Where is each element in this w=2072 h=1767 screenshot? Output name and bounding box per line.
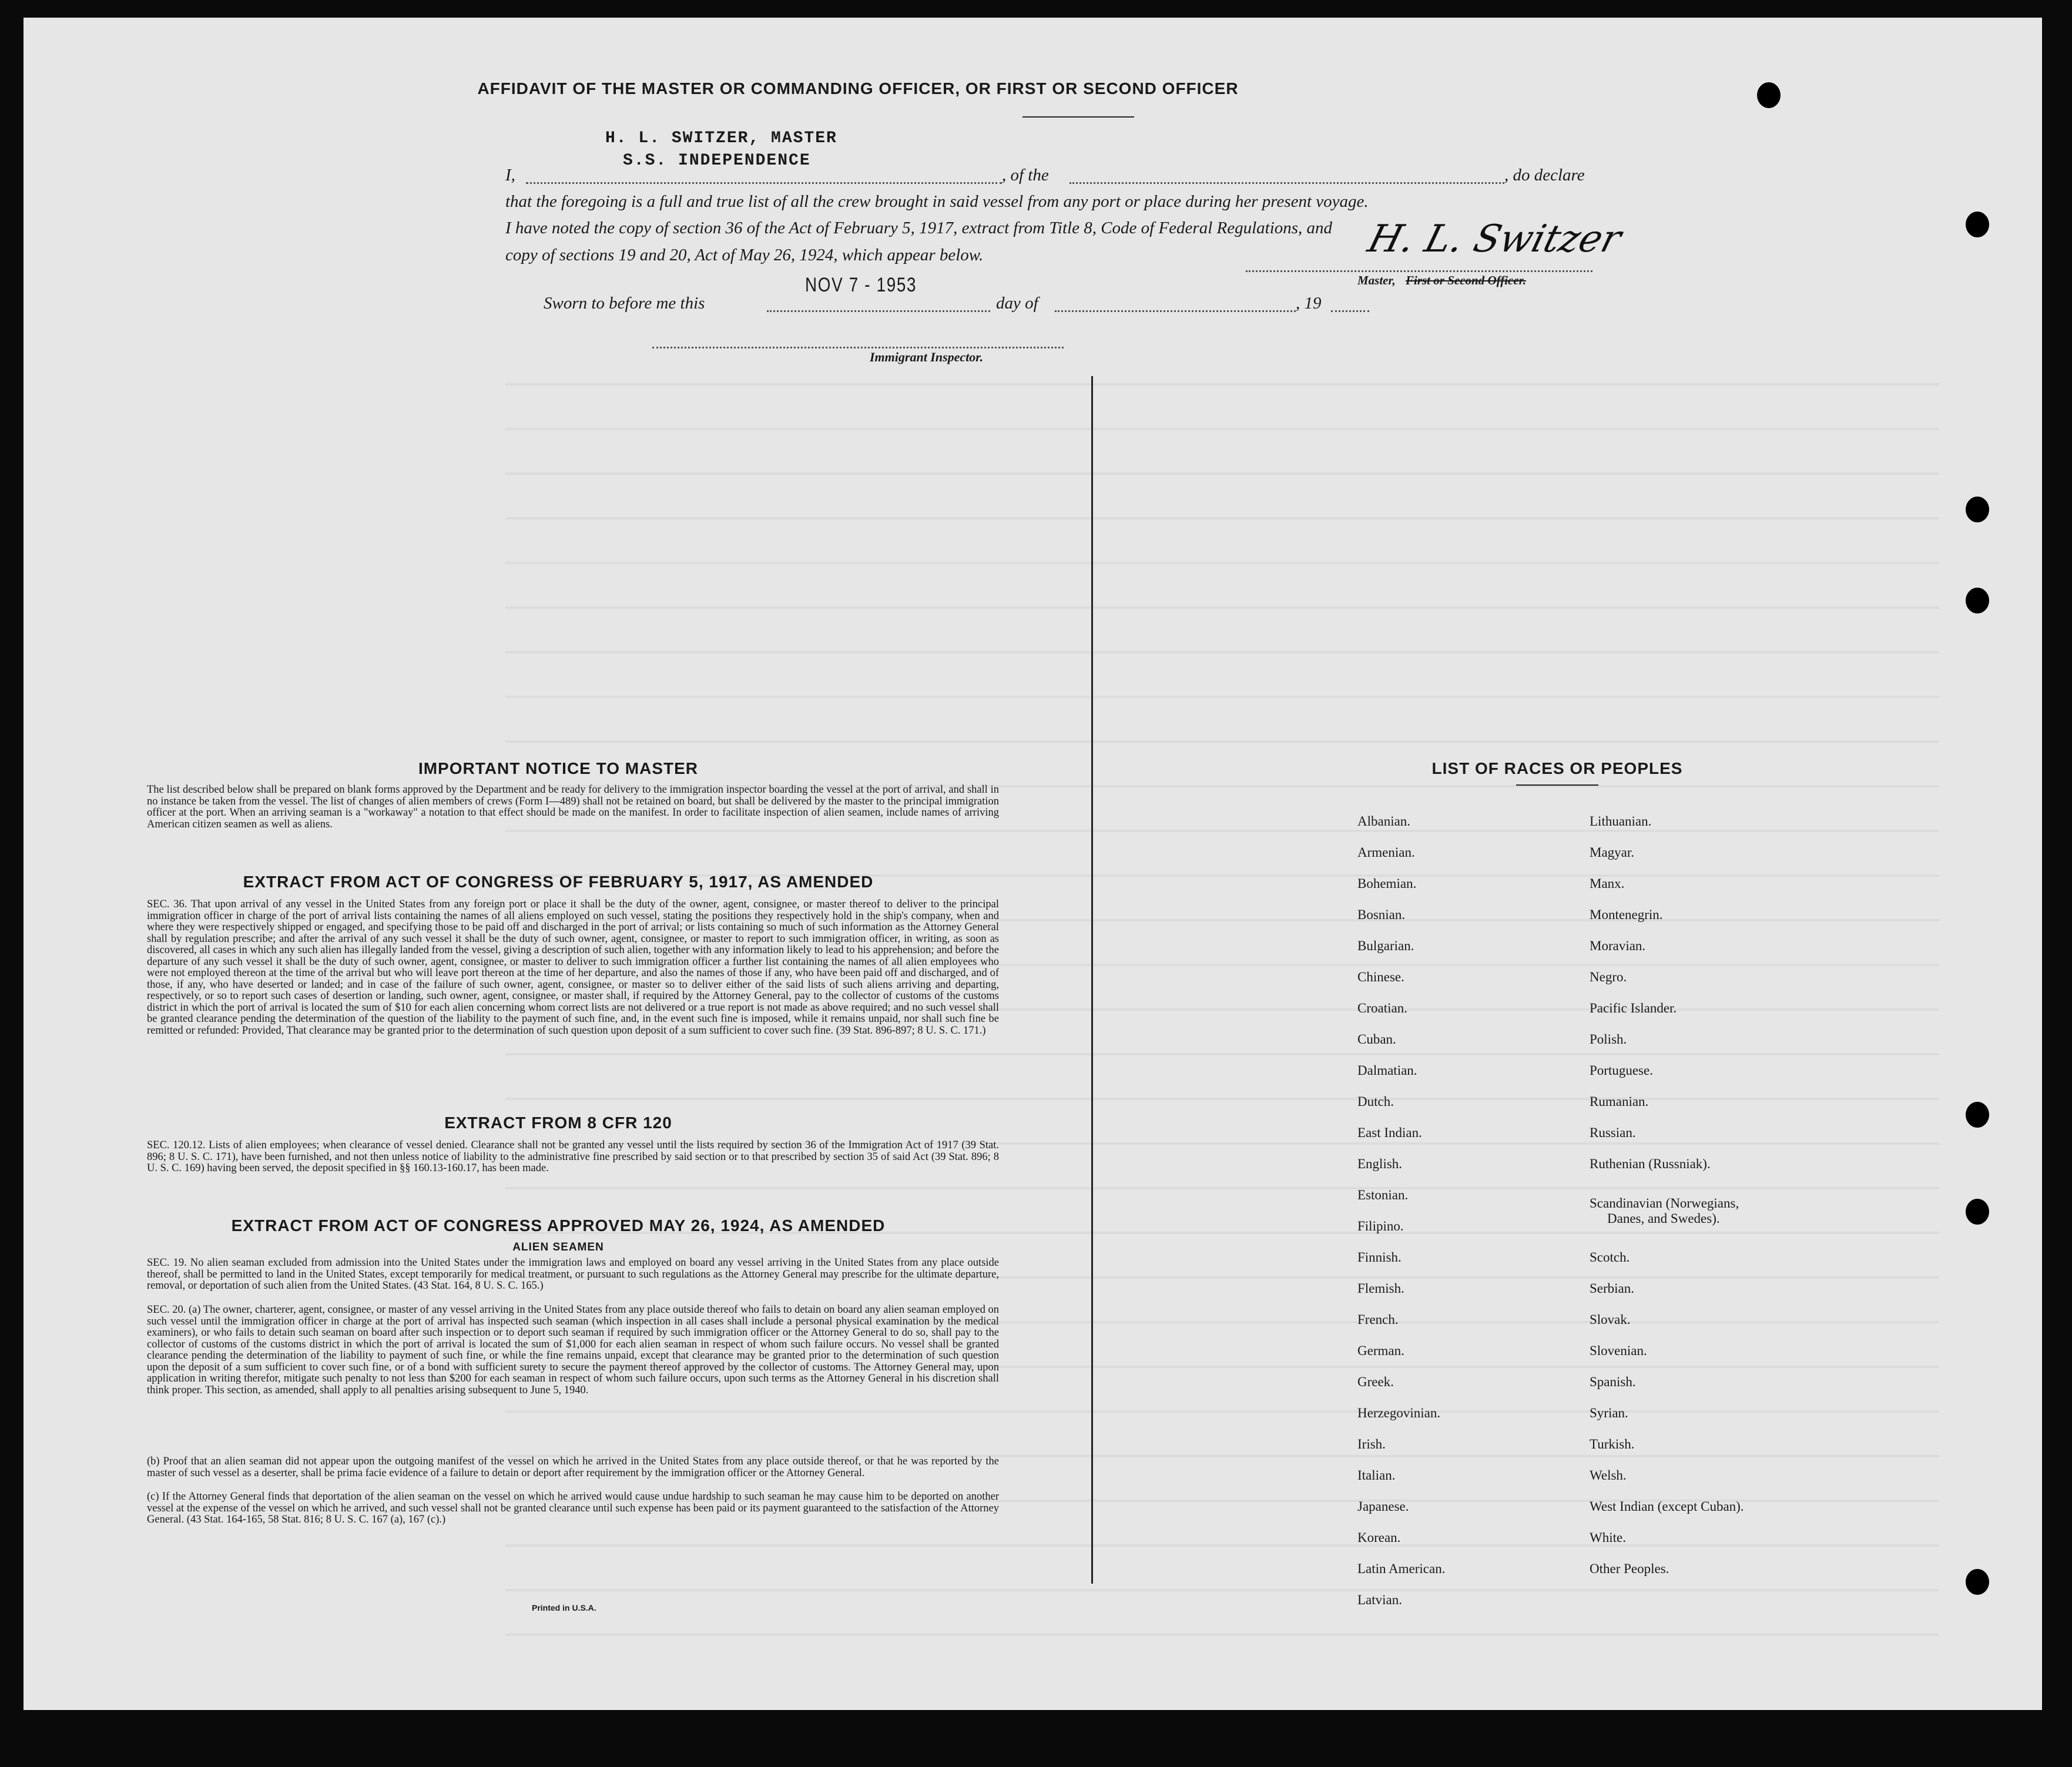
race-item: Bulgarian. <box>1357 938 1414 953</box>
race-item: Syrian. <box>1590 1406 1628 1420</box>
race-item: Bohemian. <box>1357 876 1417 891</box>
race-item: Bosnian. <box>1357 907 1406 922</box>
race-item: Magyar. <box>1590 845 1635 860</box>
extract-1924-sec19: SEC. 19. No alien seaman excluded from admission into the United States under the immigration laws and employed on board any vessel arriving in the United States from any place outside thereof, shall be permitted to land in the United States, except temporarily for medical treatment, or pursuant to such regulations as the Attorney General may prescribe for the ultimate departure, removal, or deportation of such alien from the United States. (43 Stat. 164, 8 U. S. C. 165.) <box>147 1257 999 1292</box>
race-item: Herzegovinian. <box>1357 1406 1441 1420</box>
inspector-blank <box>652 347 1064 348</box>
officer-label-master: Master, <box>1357 273 1396 287</box>
binder-hole <box>1966 497 1989 522</box>
race-item: Pacific Islander. <box>1590 1001 1677 1015</box>
extract-1917-heading: EXTRACT FROM ACT OF CONGRESS OF FEBRUARY 5, 1917, AS AMENDED <box>243 873 874 891</box>
vessel-blank <box>1069 182 1504 184</box>
binder-hole <box>1757 82 1781 108</box>
race-item: Estonian. <box>1357 1188 1409 1202</box>
race-item: Japanese. <box>1357 1499 1409 1514</box>
sworn-date-stamp: NOV 7 - 1953 <box>805 274 917 296</box>
race-item: Scandinavian (Norwegians, <box>1590 1196 1739 1211</box>
binder-hole <box>1966 588 1989 613</box>
extract-cfr-body: SEC. 120.12. Lists of alien employees; when clearance of vessel denied. Clearance shall not be granted any vessel until the lists required by section 36 of the Immigration Act of 1917 (39 Stat. 896; 8 U. S. C. 171), have been furnished, and not then unless notice of liability to the administrative fine prescribed by said section or to that prescribed by section 35 of said Act (39 Stat. 896; 8 U. S. C. 169) having been served, the deposit specified in §§ 160.13-160.17, has been made. <box>147 1139 999 1174</box>
race-item: Manx. <box>1590 876 1625 891</box>
binder-hole <box>1966 1199 1989 1225</box>
race-item: Latvian. <box>1357 1592 1402 1607</box>
race-item: Russian. <box>1590 1125 1636 1140</box>
binder-hole <box>1966 1102 1989 1128</box>
race-item: Portuguese. <box>1590 1063 1653 1078</box>
race-item: Cuban. <box>1357 1032 1396 1047</box>
race-item: Dutch. <box>1357 1094 1394 1109</box>
race-item: Other Peoples. <box>1590 1561 1669 1576</box>
master-name: H. L. SWITZER, MASTER <box>605 129 837 147</box>
race-item: Irish. <box>1357 1437 1386 1451</box>
race-item: German. <box>1357 1343 1404 1358</box>
race-item: Spanish. <box>1590 1374 1636 1389</box>
sworn-year-blank <box>1331 310 1369 312</box>
race-item: Dalmatian. <box>1357 1063 1417 1078</box>
affidavit-page <box>24 18 2042 1710</box>
race-item: Flemish. <box>1357 1281 1404 1296</box>
officer-label-struck: First or Second Officer. <box>1406 273 1526 287</box>
races-underline <box>1516 784 1598 786</box>
extract-1924-sec20b: (b) Proof that an alien seaman did not appear upon the outgoing manifest of the vessel on which he arrived in the United States from any place outside thereof, or that he was reported by the master of such vessel as a deserter, shall be prima facie evidence of a failure to detain or deport after requirement by the immigration officer or the Attorney General. <box>147 1456 999 1479</box>
races-heading: LIST OF RACES OR PEOPLES <box>1431 759 1683 777</box>
affidavit-title: AFFIDAVIT OF THE MASTER OR COMMANDING OFFICER, OR FIRST OR SECOND OFFICER <box>477 79 1239 98</box>
extract-1924-sec20c: (c) If the Attorney General finds that deportation of the alien seaman on the vessel on which he arrived would cause undue hardship to such seaman he may cause him to be deported on another vessel at the expense of the vessel on which he arrived, and such vessel shall not be granted clearance until such expense has been paid or its payment guaranteed to the satisfaction of the Attorney General. (43 Stat. 164-165, 58 Stat. 816; 8 U. S. C. 167 (a), 167 (c).) <box>147 1491 999 1525</box>
race-item: Slovak. <box>1590 1312 1631 1327</box>
race-item: West Indian (except Cuban). <box>1590 1499 1744 1514</box>
declaration-line-4: copy of sections 19 and 20, Act of May 26, 1924, which appear below. <box>505 246 984 264</box>
of-the-label: , of the <box>1002 166 1049 185</box>
extract-1924-sec20a: SEC. 20. (a) The owner, charterer, agent, consignee, or master of any vessel arriving in the United States from any place outside thereof who fails to detain on board any alien seaman employed on such vessel until the immigration officer in charge at the port of arrival has inspected such seaman (which inspection in all cases shall include a personal physical examination by the medical examiners), or who fails to detain such seaman on board after such inspection or to deport such seaman if required by such immigration officer or the Attorney General to do so, shall pay to the collector of customs of the customs district in which the port of arrival is located the sum of $1,000 for each alien seaman in respect of whom such failure occurs. No vessel shall be granted clearance pending the determination of the liability to payment of such fine, or while the fine remains unpaid, except that clearance may be granted prior to the determination of such question upon the deposit of a sum sufficient to cover such fine, or of a bond with sufficient surety to secure the payment thereof approved by the collector of customs. The Attorney General may, upon application in writing therefor, mitigate such penalty to not less than $200 for each seaman in respect of whom such failure occurs, upon such terms as the Attorney General in his discretion shall think proper. This section, as amended, shall apply to all penalties arising subsequent to June 5, 1940. <box>147 1304 999 1396</box>
declaration-line-2: that the foregoing is a full and true list of all the crew brought in said vessel from any port or place during her present voyage. <box>505 192 1369 211</box>
race-item: Polish. <box>1590 1032 1627 1047</box>
extract-1917-body: SEC. 36. That upon arrival of any vessel in the United States from any foreign port or place it shall be the duty of the owner, agent, consignee, or master thereof to deliver to the principal immigration officer in charge of the port of arrival lists containing the names of all aliens employed on such vessel, stating the positions they respectively hold in the ship's company, when and where they were respectively shipped or engaged, and specifying those to be paid off and discharged in the port of arrival; or lists containing so much of such information as the Attorney General shall by regulation prescribe; and after the arrival of any such vessel it shall be the duty of such owner, agent, consignee, or master to report to such immigration officer, in writing, as soon as discovered, all cases in which any such alien has illegally landed from the vessel, giving a description of such alien, together with any information likely to lead to his apprehension; and before the departure of any such vessel it shall be the duty of such owner, agent, consignee, or master to deliver to such immigration officer a further list containing the names of all alien employees who were not employed thereon at the time of the arrival but who will leave port thereon at the time of her departure, and also the names of those if any, who have been paid off and discharged, and of those, if any, who have deserted or landed; and in case of the failure of such owner, agent, consignee, or master so to deliver either of the said lists of such aliens arriving and departing, respectively, or so to report such cases of desertion or landing, such owner, agent, consignee, or master shall, if required by the Attorney General, pay to the collector of customs of the customs district in which the port of arrival is located the sum of $10 for each alien concerning whom correct lists are not delivered or a true report is not made as above required; and no such vessel shall be granted clearance pending the determination of the question of the liability to the payment of such fine, and, in the event such fine is imposed, while it remains unpaid, nor shall such fine be remitted or refunded: Provided, That clearance may be granted prior to the determination of such question upon deposit of a sum sufficient to cover such fine. (39 Stat. 896-897; 8 U. S. C. 171.) <box>147 898 999 1037</box>
race-item: Greek. <box>1357 1374 1394 1389</box>
race-item: Serbian. <box>1590 1281 1635 1296</box>
name-blank <box>526 182 1002 184</box>
race-item: Welsh. <box>1590 1468 1627 1483</box>
race-item: Scotch. <box>1590 1250 1630 1265</box>
sworn-label: Sworn to before me this <box>544 294 705 313</box>
race-item: Montenegrin. <box>1590 907 1663 922</box>
race-item: Ruthenian (Russniak). <box>1590 1156 1711 1171</box>
race-item: Armenian. <box>1357 845 1415 860</box>
extract-cfr-heading: EXTRACT FROM 8 CFR 120 <box>444 1114 672 1132</box>
inspector-label: Immigrant Inspector. <box>870 350 984 364</box>
race-item: French. <box>1357 1312 1399 1327</box>
year-label: , 19 <box>1296 294 1322 313</box>
race-item: Negro. <box>1590 970 1627 984</box>
notice-heading: IMPORTANT NOTICE TO MASTER <box>418 759 699 777</box>
race-item: Latin American. <box>1357 1561 1446 1576</box>
race-item: Croatian. <box>1357 1001 1407 1015</box>
sworn-day-blank <box>767 310 990 312</box>
extract-1924-heading: EXTRACT FROM ACT OF CONGRESS APPROVED MAY 26, 1924, AS AMENDED <box>231 1216 886 1235</box>
printed-in-label: Printed in U.S.A. <box>532 1603 596 1612</box>
race-item: Slovenian. <box>1590 1343 1647 1358</box>
race-item: Danes, and Swedes). <box>1607 1211 1720 1226</box>
title-underline <box>1022 116 1134 118</box>
race-item: East Indian. <box>1357 1125 1422 1140</box>
race-item: Italian. <box>1357 1468 1396 1483</box>
do-declare-label: , do declare <box>1504 166 1585 185</box>
signature-blank <box>1246 270 1592 272</box>
race-item: Turkish. <box>1590 1437 1635 1451</box>
extract-1924-subheading: ALIEN SEAMEN <box>512 1241 604 1253</box>
declaration-line-3: I have noted the copy of section 36 of the Act of February 5, 1917, extract from Title 8, Code of Federal Regulations, and <box>505 219 1333 237</box>
race-item: Korean. <box>1357 1530 1401 1545</box>
notice-body: The list described below shall be prepared on blank forms approved by the Department and be ready for delivery to the immigration inspector boarding the vessel at the port of arrival, and shall in no instance be taken from the vessel. The list of changes of alien members of crews (Form I—489) shall not be retained on board, but shall be delivered by the master to the principal immigration officer at the port. When an arriving seaman is a "workaway" a notation to that effect should be made on the manifest. In order to facilitate inspection of alien seamen, include names of arriving American citizen seamen as well as aliens. <box>147 784 999 830</box>
race-item: Rumanian. <box>1590 1094 1649 1109</box>
column-divider <box>1091 376 1093 1584</box>
race-item: Lithuanian. <box>1590 814 1652 829</box>
race-item: Filipino. <box>1357 1219 1404 1233</box>
race-item: English. <box>1357 1156 1403 1171</box>
race-item: Albanian. <box>1357 814 1411 829</box>
day-of-label: day of <box>996 294 1038 313</box>
sworn-month-blank <box>1055 310 1296 312</box>
race-item: Chinese. <box>1357 970 1404 984</box>
declaration-i-label: I, <box>505 166 515 185</box>
race-item: Moravian. <box>1590 938 1646 953</box>
race-item: White. <box>1590 1530 1626 1545</box>
binder-hole <box>1966 1569 1989 1595</box>
race-item: Finnish. <box>1357 1250 1402 1265</box>
binder-hole <box>1966 212 1989 237</box>
master-signature: H. L. Switzer <box>1363 217 1626 261</box>
vessel-name: S.S. INDEPENDENCE <box>623 152 811 170</box>
